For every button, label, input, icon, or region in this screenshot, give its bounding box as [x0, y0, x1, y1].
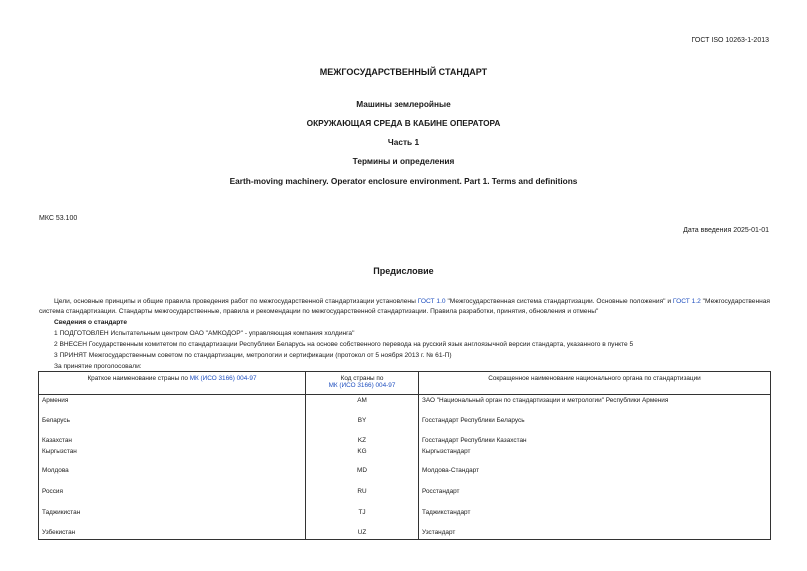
foreword-paragraph [39, 297, 770, 317]
part-title: Часть 1 [387, 137, 420, 147]
standards-body: Госстандарт Республики Беларусь [419, 407, 771, 435]
standards-body: Таджикстандарт [419, 499, 771, 527]
country-code: TJ [306, 499, 419, 527]
country-code: RU [306, 485, 419, 499]
country-name: Беларусь [39, 407, 306, 435]
header-body: Сокращенное наименование национального органа по стандартизации [419, 372, 771, 395]
document-code: ГОСТ ISO 10263-1-2013 [691, 37, 769, 44]
country-name: Армения [39, 395, 306, 407]
header-text: Краткое наименование страны по [87, 375, 190, 382]
standards-body: Росстандарт [419, 485, 771, 499]
about-standard-heading: Сведения о стандарте [54, 319, 128, 326]
country-code: AM [306, 395, 419, 407]
document-title: ОКРУЖАЮЩАЯ СРЕДА В КАБИНЕ ОПЕРАТОРА [306, 118, 501, 128]
table-header-row [39, 372, 771, 395]
terms-title: Термины и определения [352, 156, 455, 166]
item-submitted: 2 ВНЕСЕН Государственным комитетом по стандартизации Республики Беларусь на основе собственного перевода на русский язык англоязычной версии стандарта, указанного в пункте 5 [54, 341, 634, 348]
voted-label: За принятие проголосовали: [54, 363, 142, 370]
country-code: UZ [306, 527, 419, 540]
english-title: Earth-moving machinery. Operator enclosure environment. Part 1. Terms and definitions [229, 176, 578, 186]
mk-iso-link[interactable]: МК (ИСО 3166) 004-97 [189, 375, 257, 382]
country-code: KG [306, 447, 419, 457]
country-name: Узбекистан [39, 527, 306, 540]
foreword-heading: Предисловие [373, 266, 434, 276]
header-country [39, 372, 306, 395]
country-name: Молдова [39, 457, 306, 485]
introduction-date: Дата введения 2025-01-01 [683, 227, 769, 234]
gost-1-2-link[interactable]: ГОСТ 1.2 [672, 298, 701, 305]
country-name: Казахстан [39, 435, 306, 447]
gost-1-0-link[interactable]: ГОСТ 1.0 [417, 298, 446, 305]
header-code [306, 372, 419, 395]
table-row [39, 499, 771, 527]
standards-body: Кыргызстандарт [419, 447, 771, 457]
mk-iso-link[interactable]: МК (ИСО 3166) 004-97 [328, 382, 396, 389]
countries-table [38, 371, 771, 540]
standards-body: ЗАО "Национальный орган по стандартизации и метрологии" Республики Армения [419, 395, 771, 407]
item-prepared: 1 ПОДГОТОВЛЕН Испытательным центром ОАО "АМКОДОР" - управляющая компания холдинга" [54, 330, 355, 337]
table-row [39, 447, 771, 457]
country-code: BY [306, 407, 419, 435]
mks-code: МКС 53.100 [39, 215, 78, 222]
header-text: Код страны по [340, 375, 384, 382]
table-row [39, 407, 771, 435]
table-row [39, 457, 771, 485]
country-code: MD [306, 457, 419, 485]
paragraph-text: "Межгосударственная система стандартизации. Стандарты межгосударственные, правила и рекомендации по межгосударственной стандартизации. Правила разработки, принятия, обновления и отмены" [39, 298, 770, 315]
standards-body: Молдова-Стандарт [419, 457, 771, 485]
standards-body: Госстандарт Республики Казахстан [419, 435, 771, 447]
subject-title: Машины землеройные [356, 99, 451, 109]
standards-body: Узстандарт [419, 527, 771, 540]
table-row [39, 527, 771, 540]
country-name: Таджикистан [39, 499, 306, 527]
paragraph-text: "Межгосударственная система стандартизации. Основные положения" и [445, 298, 673, 305]
country-name: Россия [39, 485, 306, 499]
table-row [39, 395, 771, 407]
country-name: Кыргызстан [39, 447, 306, 457]
table-row [39, 485, 771, 499]
country-code: KZ [306, 435, 419, 447]
standard-title: МЕЖГОСУДАРСТВЕННЫЙ СТАНДАРТ [319, 67, 488, 77]
item-adopted: 3 ПРИНЯТ Межгосударственным советом по стандартизации, метрологии и сертификации (протокол от 5 ноября 2013 г. № 61-П) [54, 352, 452, 359]
paragraph-text: Цели, основные принципы и общие правила проведения работ по межгосударственной стандартизации установлены [54, 298, 418, 305]
table-row [39, 435, 771, 447]
